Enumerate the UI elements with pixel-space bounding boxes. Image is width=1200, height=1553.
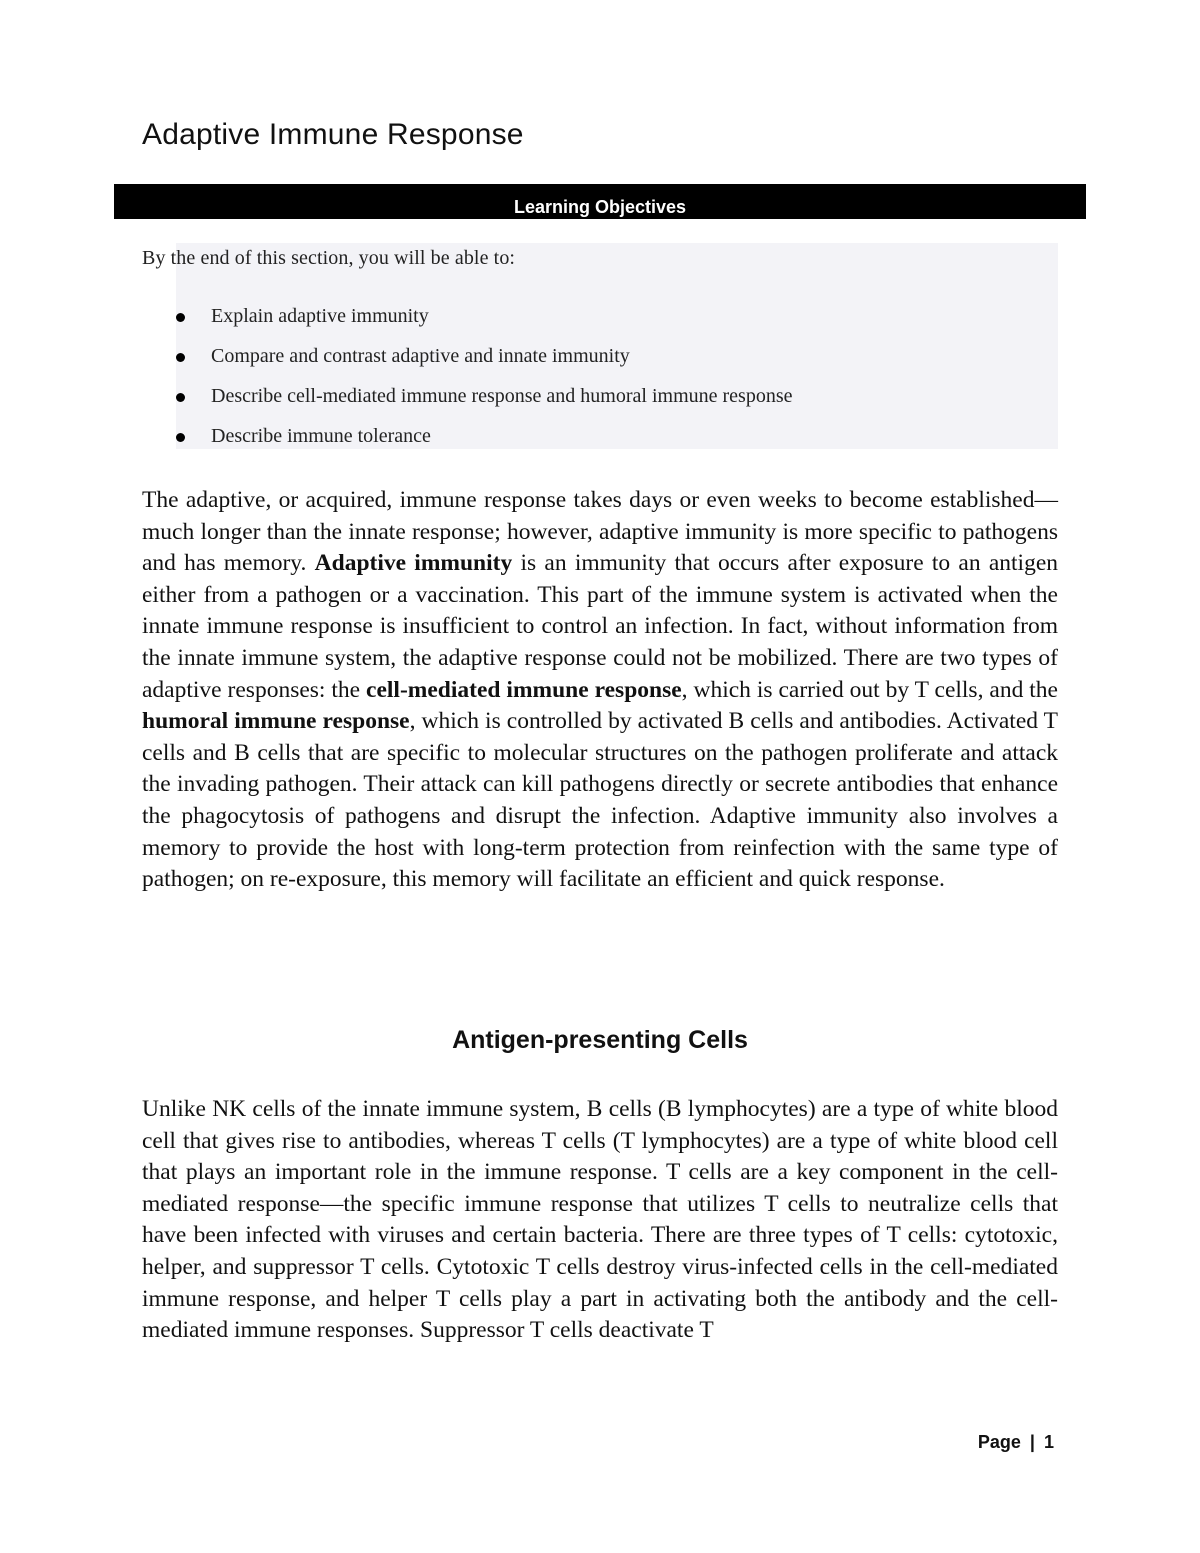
bullet-icon [176,433,185,442]
bullet-icon [176,313,185,322]
paragraph-text: , which is carried out by T cells, and the [681,676,1058,703]
term-humoral-immune-response: humoral immune response [142,708,410,735]
section-heading: Antigen-presenting Cells [452,1026,748,1054]
paragraph-text: The adaptive, or acquired, immune response takes days or even weeks to become established—much longer than the innate response; however, adaptive immunity is more specific to pathogens and has memory. [142,487,1058,577]
page-title: Adaptive Immune Response [142,118,524,151]
page-number: 1 [1043,1432,1054,1452]
body-paragraph-2: Unlike NK cells of the innate immune system, B cells (B lymphocytes) are a type of white blood cell that gives rise to antibodies, whereas T cells (T lymphocytes) are a type of white blood cell that plays an important role in the immune response. T cells are a key component in the cell-mediated response—the specific immune response that utilizes T cells to neutralize cells that have been infected with viruses and certain bacteria. There are three types of T cells: cytotoxic, helper, and suppressor T cells. Cytotoxic T cells destroy virus-infected cells in the cell-mediated immune response, and helper T cells play a part in activating both the antibody and the cell-mediated immune responses. Suppressor T cells deactivate T [142,1096,1058,1344]
page-separator: | [1029,1432,1035,1452]
page-footer [978,1432,1054,1453]
list-item [142,421,792,461]
bullet-icon [176,353,185,362]
bullet-icon [176,393,185,402]
learning-objectives-box [142,243,1058,449]
body-paragraph-1 [142,485,1058,896]
learning-objectives-header: Learning Objectives [114,184,1086,219]
learning-objectives-intro: By the end of this section, you will be able to: [142,247,516,269]
paragraph-text: is an immunity that occurs after exposure to an antigen either from a pathogen or a vaccination. This part of the immune system is activated when the innate immune response is insufficient to control an infection. In fact, without information from the innate immune system, the adaptive response could not be mobilized. There are two types of adaptive responses: the [142,550,1059,703]
learning-objectives-list [142,301,792,461]
list-item [142,341,792,381]
objective-text: Explain adaptive immunity [211,305,429,327]
term-cell-mediated-immune-response: cell-mediated immune response [366,676,682,703]
objective-text: Compare and contrast adaptive and innate immunity [211,345,630,367]
objective-text: Describe immune tolerance [211,425,431,447]
list-item [142,381,792,421]
objective-text: Describe cell-mediated immune response and humoral immune response [211,385,793,407]
paragraph-text: , which is controlled by activated B cells and antibodies. Activated T cells and B cells that are specific to molecular structures on the pathogen proliferate and attack the invading pathogen. Their attack can kill pathogens directly or secrete antibodies that enhance the phagocytosis of pathogens and disrupt the infection. Adaptive immunity also involves a memory to provide the host with long-term protection from reinfection with the same type of pathogen; on re-exposure, this memory will facilitate an efficient and quick response. [142,708,1058,893]
term-adaptive-immunity: Adaptive immunity [314,550,513,577]
page-label: Page [977,1432,1021,1452]
list-item [142,301,792,341]
